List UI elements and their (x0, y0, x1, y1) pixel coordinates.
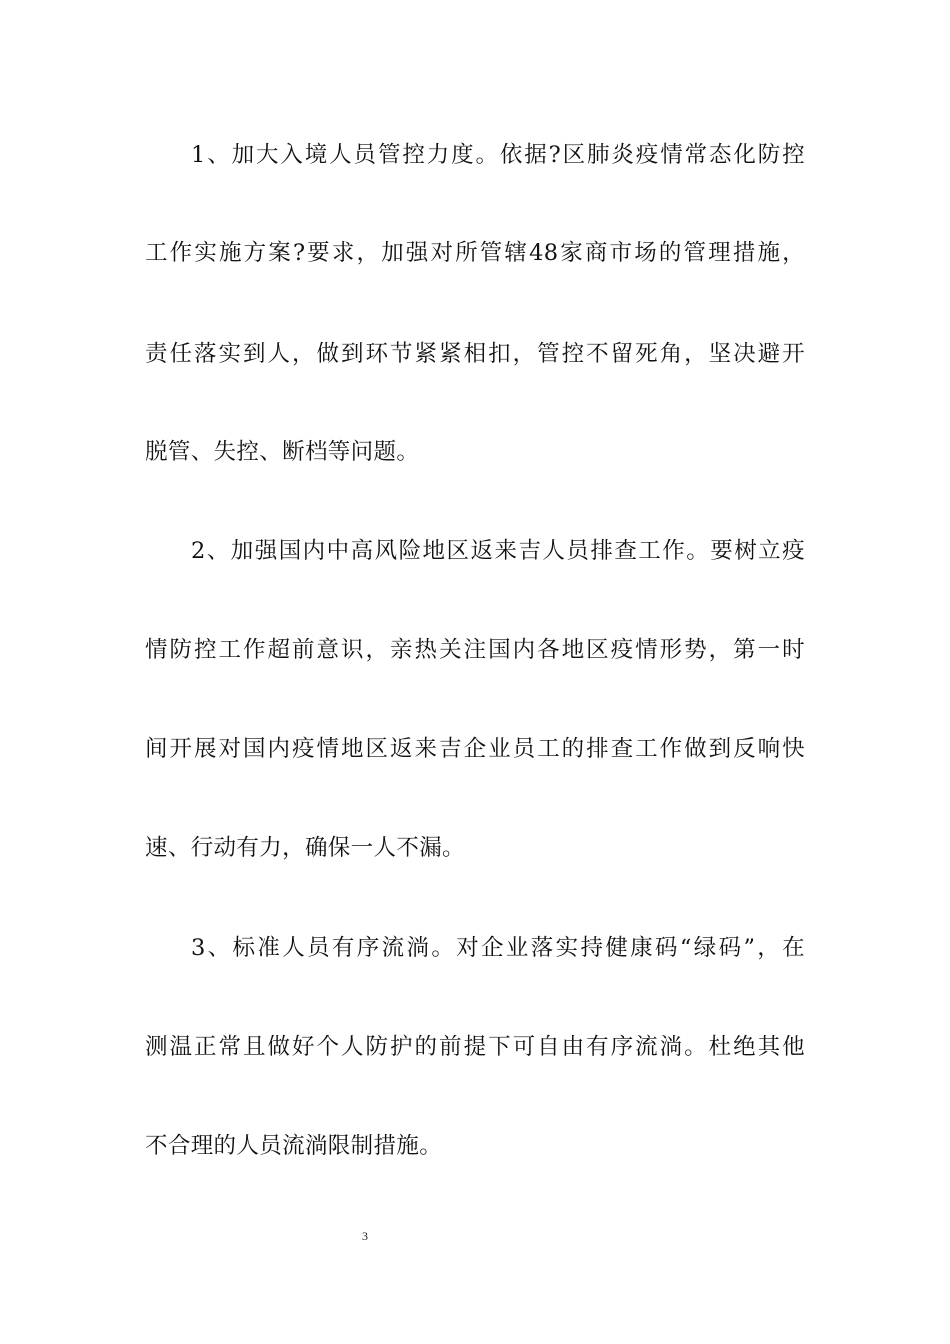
paragraph-1-line-1: 1、加大入境人员管控力度。依据?区肺炎疫情常态化防控 (191, 142, 805, 168)
page-number: 3 (362, 1229, 368, 1243)
paragraph-2-line-4: 速、行动有力，确保一人不漏。 (145, 835, 465, 861)
paragraph-1-line-4: 脱管、失控、断档等问题。 (145, 439, 420, 465)
paragraph-2-line-2: 情防控工作超前意识，亲热关注国内各地区疫情形势，第一时 (145, 637, 805, 663)
paragraph-1-line-3: 责任落实到人，做到环节紧紧相扣，管控不留死角，坚决避开 (145, 341, 805, 367)
paragraph-3-line-3: 不合理的人员流淌限制措施。 (145, 1133, 443, 1159)
paragraph-3-line-2: 测温正常且做好个人防护的前提下可自由有序流淌。杜绝其他 (145, 1034, 805, 1060)
paragraph-3-line-1: 3、标准人员有序流淌。对企业落实持健康码“绿码”，在 (191, 935, 805, 961)
paragraph-2-line-3: 间开展对国内疫情地区返来吉企业员工的排查工作做到反响快 (145, 736, 805, 762)
paragraph-1-line-2: 工作实施方案?要求，加强对所管辖48家商市场的管理措施， (145, 240, 805, 266)
paragraph-2-line-1: 2、加强国内中高风险地区返来吉人员排查工作。要树立疫 (191, 538, 805, 564)
